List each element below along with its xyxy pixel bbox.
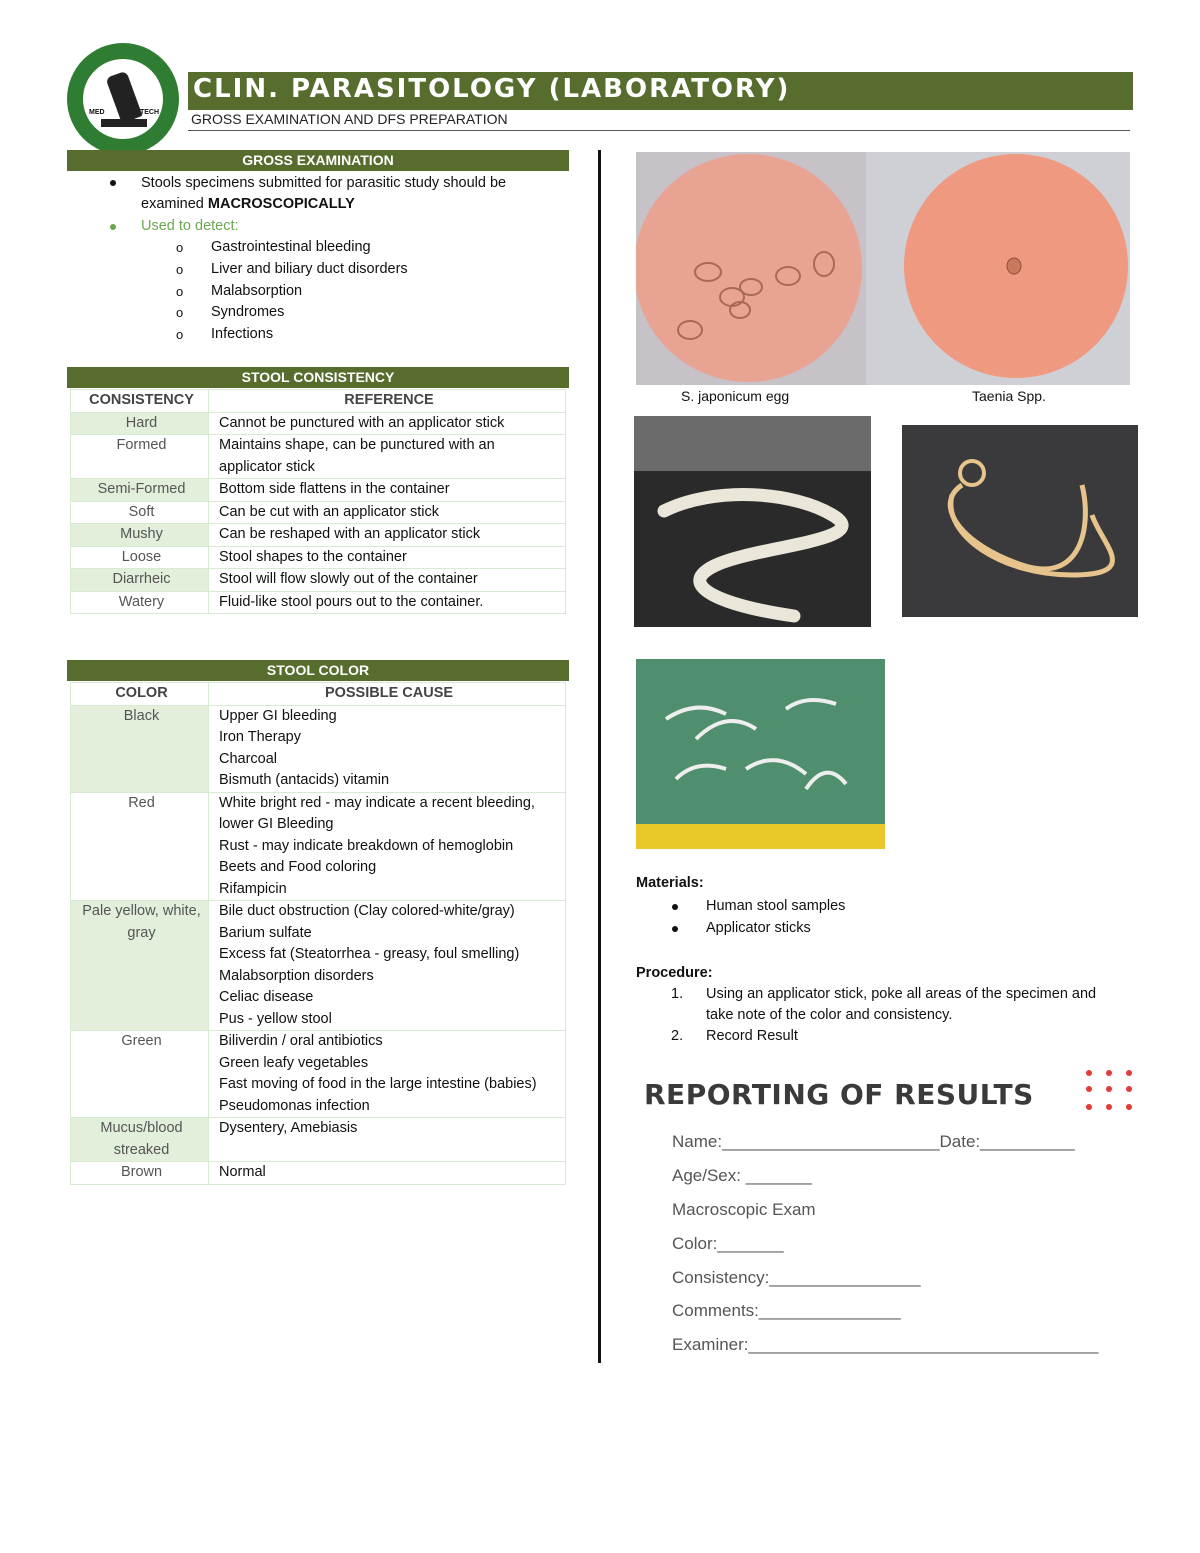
taenia-egg-photo [866,152,1130,385]
bullet-icon [110,224,116,230]
reference-cell: Maintains shape, can be punctured with an applicator stick [209,435,566,479]
table-row [71,546,566,569]
color-table [70,682,566,1185]
table-row [71,412,566,435]
cause-cell: Dysentery, Amebiasis [209,1118,566,1162]
table-row [71,591,566,614]
table-row [71,1031,566,1118]
circle-bullet-icon: o [176,240,184,255]
title-bar [188,72,1133,110]
college-logo [67,43,179,155]
step-number: 1. [671,986,684,1002]
page-title: CLIN. PARASITOLOGY (LABORATORY) [193,74,791,104]
consistency-cell: Soft [71,501,209,524]
cause-cell: Bile duct obstruction (Clay colored-white/gray) Barium sulfate Excess fat (Steatorrhea - greasy, foul smelling) Malabsorption disorders Celiac disease Pus - yellow stool [209,901,566,1031]
color-cell: Green [71,1031,209,1118]
step-number: 2. [671,1028,684,1044]
procedure-step2: Record Result [706,1028,798,1044]
materials-item: Applicator sticks [706,920,811,936]
color-col-header: COLOR [71,683,209,706]
materials-heading: Materials: [636,875,704,891]
consistency-col-header: CONSISTENCY [71,390,209,413]
reference-cell: Stool shapes to the container [209,546,566,569]
list-item: Syndromes [211,304,285,320]
circle-bullet-icon: o [176,327,184,342]
table-row [71,501,566,524]
color-field: Color:_______ [672,1234,784,1253]
color-cell: Pale yellow, white, gray [71,901,209,1031]
reference-cell: Can be reshaped with an applicator stick [209,524,566,547]
consistency-heading: STOOL CONSISTENCY [67,367,569,388]
consistency-cell: Watery [71,591,209,614]
bullet-icon [672,926,678,932]
hookworm-photo [636,659,885,849]
cause-cell: Upper GI bleeding Iron Therapy Charcoal Bismuth (antacids) vitamin [209,705,566,792]
cause-col-header: POSSIBLE CAUSE [209,683,566,706]
roundworm-photo [902,425,1138,617]
cause-cell: Biliverdin / oral antibiotics Green leafy vegetables Fast moving of food in the large intestine (babies) Pseudomonas infection [209,1031,566,1118]
age-sex-field: Age/Sex: _______ [672,1166,812,1185]
subtitle-underline [188,130,1130,131]
table-row [71,524,566,547]
list-item: Infections [211,326,274,342]
reporting-title: REPORTING OF RESULTS [644,1078,1034,1111]
bullet-icon [110,180,116,186]
reference-col-header: REFERENCE [209,390,566,413]
reporting-form [634,1068,1134,1363]
reference-cell: Fluid-like stool pours out to the container. [209,591,566,614]
table-header-row [71,390,566,413]
table-row [71,569,566,592]
consistency-table [70,389,566,614]
table-row [71,435,566,479]
color-cell: Black [71,705,209,792]
gross-exam-heading: GROSS EXAMINATION [67,150,569,171]
color-heading: STOOL COLOR [67,660,569,681]
consistency-cell: Hard [71,412,209,435]
materials-item: Human stool samples [706,898,846,914]
consistency-cell: Diarrheic [71,569,209,592]
caption-s-japonicum: S. japonicum egg [681,388,790,404]
used-to-detect: Used to detect: [141,218,239,234]
tapeworm-photo [634,416,871,627]
gross-exam-line2: examined MACROSCOPICALLY [141,196,355,212]
circle-bullet-icon: o [176,284,184,299]
logo-text-right: TECH [139,109,159,116]
reference-cell: Cannot be punctured with an applicator stick [209,412,566,435]
bullet-icon [672,904,678,910]
reference-cell: Bottom side flattens in the container [209,479,566,502]
macroscopic-exam-label: Macroscopic Exam [672,1200,816,1219]
list-item: Liver and biliary duct disorders [211,261,408,277]
table-row [71,705,566,792]
table-row [71,901,566,1031]
table-row [71,1162,566,1185]
procedure-step1-cont: take note of the color and consistency. [706,1007,953,1023]
consistency-cell: Formed [71,435,209,479]
reference-cell: Stool will flow slowly out of the container [209,569,566,592]
gross-exam-line1: Stools specimens submitted for parasitic study should be [141,175,507,191]
consistency-field: Consistency:________________ [672,1268,921,1287]
caption-taenia: Taenia Spp. [972,388,1046,404]
page-subtitle: GROSS EXAMINATION AND DFS PREPARATION [191,111,508,127]
microscope-icon [105,71,142,124]
color-cell: Red [71,792,209,901]
consistency-cell: Loose [71,546,209,569]
cause-cell: White bright red - may indicate a recent bleeding, lower GI Bleeding Rust - may indicate breakdown of hemoglobin Beets and Food coloring Rifampicin [209,792,566,901]
circle-bullet-icon: o [176,262,184,277]
cause-cell: Normal [209,1162,566,1185]
consistency-cell: Semi-Formed [71,479,209,502]
list-item: Gastrointestinal bleeding [211,239,371,255]
color-cell: Mucus/blood streaked [71,1118,209,1162]
procedure-heading: Procedure: [636,965,713,981]
list-item: Malabsorption [211,283,303,299]
s-japonicum-egg-photo [636,152,866,385]
name-date-field: Name:_______________________Date:__________ [672,1132,1075,1151]
procedure-step1: Using an applicator stick, poke all areas of the specimen and [706,986,1097,1002]
table-row [71,479,566,502]
table-row [71,792,566,901]
consistency-cell: Mushy [71,524,209,547]
table-row [71,1118,566,1162]
column-divider [598,150,601,1363]
comments-field: Comments:_______________ [672,1301,901,1320]
reference-cell: Can be cut with an applicator stick [209,501,566,524]
circle-bullet-icon: o [176,305,184,320]
logo-text-left: MED [89,109,105,116]
color-cell: Brown [71,1162,209,1185]
examiner-field: Examiner:_____________________________________ [672,1335,1099,1354]
table-header-row [71,683,566,706]
